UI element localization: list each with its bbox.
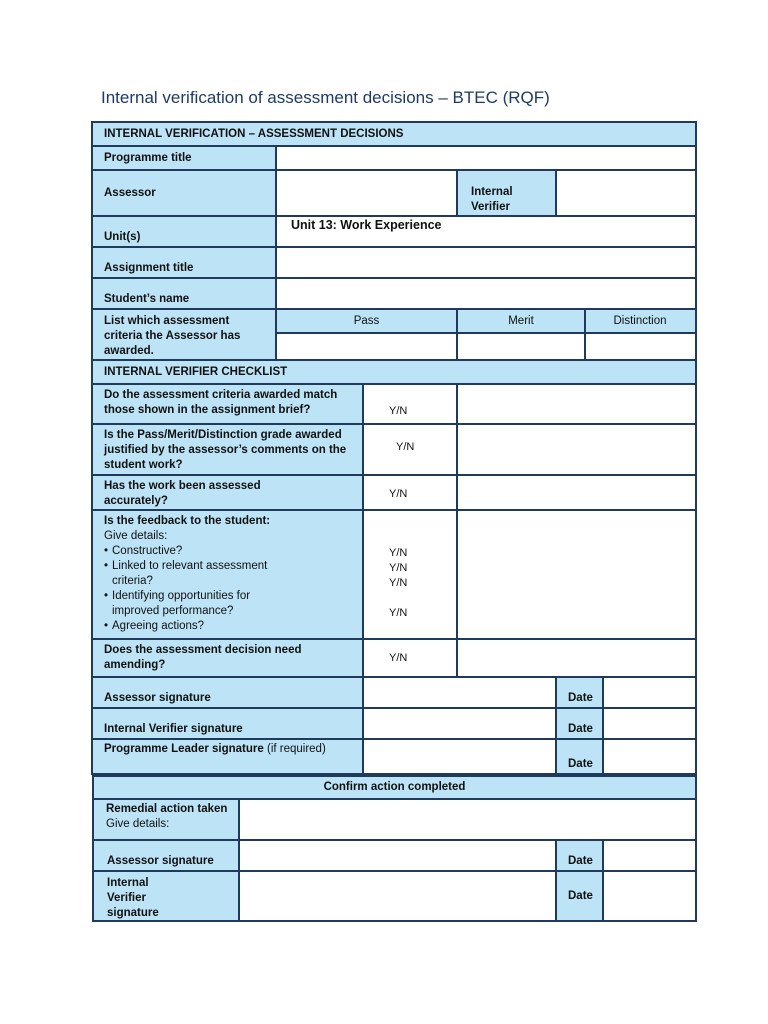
pl-signature-label: Programme Leader signature — [104, 743, 264, 755]
pl-date-label: Date — [556, 739, 603, 774]
grid-line — [602, 839, 604, 922]
feedback-item-agreeing: • Agreeing actions? — [104, 619, 355, 634]
feedback-yn-group — [363, 510, 457, 639]
pl-date-field[interactable] — [603, 739, 695, 774]
feedback-item-opportunities: • Identifying opportunities for improved performance? — [104, 589, 355, 619]
confirm-iv-signature-label: Internal Verifier signature — [93, 871, 239, 921]
iv-signature-field[interactable] — [363, 708, 556, 739]
confirm-iv-date-field[interactable] — [603, 871, 696, 921]
grid-line — [555, 676, 557, 775]
grid-line — [91, 383, 697, 385]
grid-line — [92, 775, 697, 777]
units-label: Unit(s) — [92, 216, 276, 247]
grid-line — [91, 145, 697, 147]
confirm-iv-date-label: Date — [556, 871, 603, 921]
grid-line — [91, 676, 697, 678]
internal-verifier-label: Internal Verifier — [457, 170, 556, 216]
confirm-assessor-date-field[interactable] — [603, 840, 696, 871]
grid-line — [91, 246, 697, 248]
grid-line — [456, 169, 458, 217]
grid-line — [91, 423, 697, 425]
grid-line — [275, 145, 277, 361]
grade-justified-comment[interactable] — [457, 424, 695, 475]
grid-line — [584, 308, 586, 361]
unit-value[interactable]: Unit 13: Work Experience — [276, 216, 695, 247]
assessor-date-field[interactable] — [603, 677, 695, 708]
question-decision-amending: Does the assessment decision need amending? — [92, 639, 363, 677]
grid-line — [275, 332, 697, 334]
distinction-criteria-field[interactable] — [585, 333, 695, 360]
grid-line — [92, 870, 697, 872]
assessor-signature-label: Assessor signature — [92, 677, 363, 708]
criteria-match-comment[interactable] — [457, 384, 695, 424]
document-title: Internal verification of assessment decisions – BTEC (RQF) — [101, 88, 550, 107]
feedback-bullet-list — [104, 544, 355, 634]
feedback-item-linked: • Linked to relevant assessment criteria? — [104, 559, 355, 589]
grid-line — [555, 839, 557, 922]
grid-line — [555, 169, 557, 217]
feedback-linked-yn[interactable]: Y/N — [389, 562, 408, 574]
grid-line — [92, 775, 94, 922]
pl-signature-field[interactable] — [363, 739, 556, 774]
merit-criteria-field[interactable] — [457, 333, 585, 360]
question-grade-justified: Is the Pass/Merit/Distinction grade awarded justified by the assessor’s comments on the student work? — [92, 424, 363, 475]
decision-amending-yn[interactable]: Y/N — [363, 639, 457, 677]
grid-line — [456, 308, 458, 361]
iv-signature-label: Internal Verifier signature — [92, 708, 363, 739]
feedback-constructive-yn[interactable]: Y/N — [389, 547, 408, 559]
confirm-assessor-signature-label: Assessor signature — [93, 840, 239, 871]
assessed-accurately-yn[interactable]: Y/N — [363, 475, 457, 510]
feedback-linked-criteria-yn[interactable]: Y/N — [389, 577, 408, 589]
checklist-header: INTERNAL VERIFIER CHECKLIST — [92, 360, 695, 384]
programme-title-label: Programme title — [92, 146, 276, 170]
grid-line — [91, 169, 697, 171]
feedback-comment[interactable] — [457, 510, 695, 639]
grid-line — [456, 383, 458, 678]
question-feedback — [92, 510, 363, 639]
grid-line — [91, 474, 697, 476]
students-name-label: Student’s name — [92, 278, 276, 309]
pl-signature-label-cell — [92, 739, 363, 774]
iv-date-field[interactable] — [603, 708, 695, 739]
distinction-header: Distinction — [585, 309, 695, 333]
remedial-give-details: Give details: — [106, 818, 170, 830]
pl-signature-note: (if required) — [266, 743, 326, 755]
grid-line — [92, 839, 697, 841]
assessor-signature-field[interactable] — [363, 677, 556, 708]
grid-line — [91, 738, 697, 740]
feedback-item-constructive: • Constructive? — [104, 544, 355, 559]
grid-line — [91, 509, 697, 511]
programme-title-field[interactable] — [276, 146, 695, 170]
criteria-awarded-label: List which assessment criteria the Assessor has awarded. — [92, 309, 276, 360]
remedial-label-cell — [93, 799, 239, 840]
internal-verifier-field[interactable] — [556, 170, 695, 216]
assessed-accurately-comment[interactable] — [457, 475, 695, 510]
section-header-assessment-decisions: INTERNAL VERIFICATION – ASSESSMENT DECISIONS — [92, 122, 695, 146]
grid-line — [695, 121, 697, 775]
remedial-action-field[interactable] — [239, 799, 696, 840]
grid-line — [362, 383, 364, 775]
pass-header: Pass — [276, 309, 457, 333]
question-criteria-match: Do the assessment criteria awarded match those shown in the assignment brief? — [92, 384, 363, 424]
assessor-label: Assessor — [92, 170, 276, 216]
assignment-title-field[interactable] — [276, 247, 695, 278]
grid-line — [91, 638, 697, 640]
grid-line — [91, 308, 697, 310]
grid-line — [602, 676, 604, 775]
iv-date-label: Date — [556, 708, 603, 739]
remedial-action-label: Remedial action taken — [106, 803, 228, 815]
grid-line — [91, 277, 697, 279]
grid-line — [91, 215, 697, 217]
grid-line — [91, 121, 93, 775]
grid-line — [92, 920, 697, 922]
criteria-match-yn[interactable]: Y/N — [363, 384, 457, 424]
assessor-field[interactable] — [276, 170, 457, 216]
confirm-assessor-signature-field[interactable] — [239, 840, 556, 871]
pass-criteria-field[interactable] — [276, 333, 457, 360]
grid-line — [695, 775, 697, 922]
confirm-header: Confirm action completed — [93, 776, 696, 799]
feedback-opportunities-yn[interactable]: Y/N — [389, 607, 408, 619]
grade-justified-yn[interactable]: Y/N — [363, 424, 457, 475]
confirm-assessor-date-label: Date — [556, 840, 603, 871]
feedback-question: Is the feedback to the student: — [104, 515, 271, 527]
grid-line — [91, 359, 697, 361]
assessor-date-label: Date — [556, 677, 603, 708]
question-assessed-accurately: Has the work been assessed accurately? — [92, 475, 363, 510]
grid-line — [91, 121, 697, 123]
feedback-give-details: Give details: — [104, 530, 168, 542]
decision-amending-comment[interactable] — [457, 639, 695, 677]
assignment-title-label: Assignment title — [92, 247, 276, 278]
merit-header: Merit — [457, 309, 585, 333]
confirm-iv-signature-field[interactable] — [239, 871, 556, 921]
students-name-field[interactable] — [276, 278, 695, 309]
grid-line — [238, 798, 240, 922]
grid-line — [92, 798, 697, 800]
grid-line — [91, 707, 697, 709]
